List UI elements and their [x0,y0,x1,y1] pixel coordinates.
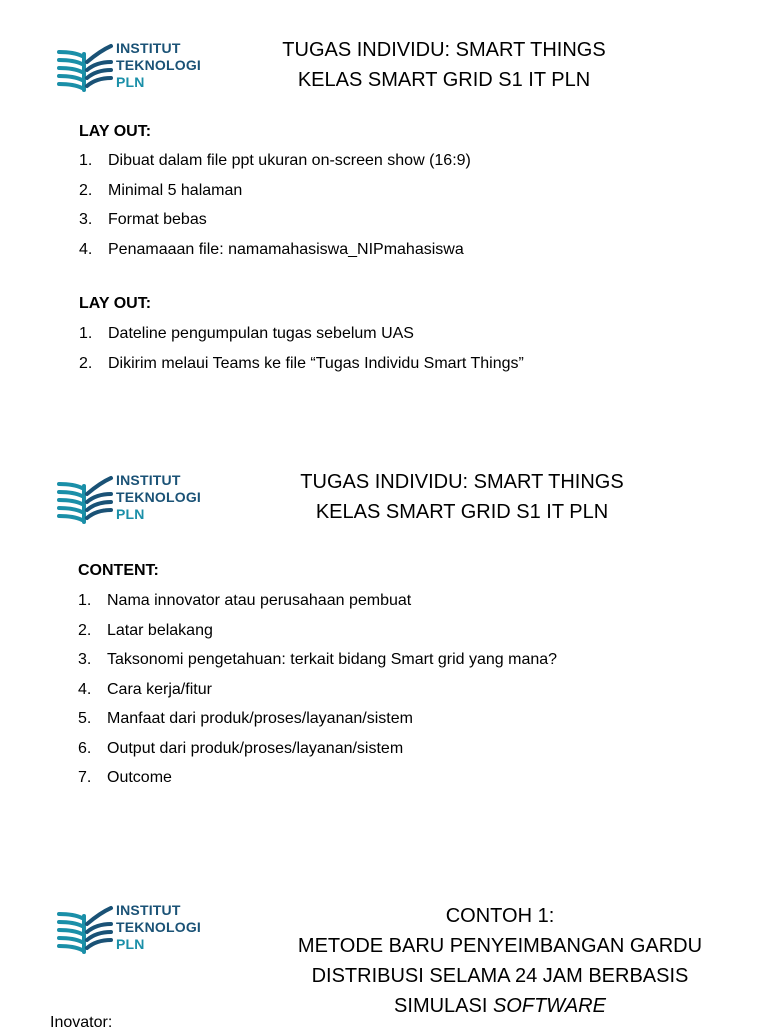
title-line [270,991,730,1021]
section-heading: LAY OUT: [79,295,152,312]
logo-line-institut: INSTITUT [116,40,181,56]
institute-logo [56,472,206,526]
title-italic-word: SOFTWARE [492,995,606,1017]
item-text: Penamaaan file: namamahasiswa_NIPmahasiswa [108,240,464,258]
slide-1 [0,0,768,380]
logo-line-teknologi: TEKNOLOGI [116,489,202,505]
slide-3 [0,860,768,1024]
item-text: Nama innovator atau perusahaan pembuat [107,592,412,609]
item-number: 1. [78,592,92,609]
logo-line-institut: INSTITUT [116,472,181,488]
slide-title [270,901,730,1021]
list-item [79,176,471,206]
item-text: Dikirim melaui Teams ke file “Tugas Individu Smart Things” [108,354,524,372]
list-item [79,205,471,235]
layout-list [79,146,471,264]
item-number: 3. [78,651,92,668]
item-text: Outcome [107,769,172,786]
item-text: Dibuat dalam file ppt ukuran on-screen show (16:9) [108,152,471,169]
title-line: TUGAS INDIVIDU: SMART THINGS [300,471,624,493]
list-item [78,704,557,734]
item-number: 5. [78,710,92,727]
title-line: CONTOH 1: [445,905,555,927]
title-line: TUGAS INDIVIDU: SMART THINGS [282,39,606,61]
list-item [78,763,557,793]
title-line: METODE BARU PENYEIMBANGAN GARDU [297,935,703,957]
item-number: 2. [78,621,92,639]
item-number: 1. [79,152,93,169]
list-item [79,235,471,265]
logo-wordmark [116,472,201,523]
institute-logo [56,902,206,956]
list-item [79,349,524,379]
item-text: Dateline pengumpulan tugas sebelum UAS [108,325,414,342]
item-text: Taksonomi pengetahuan: terkait bidang Smart grid yang mana? [107,651,558,668]
book-leaf-icon [56,472,114,526]
institute-logo [56,40,206,94]
logo-line-institut: INSTITUT [116,902,181,918]
item-number: 4. [79,240,93,258]
logo-wordmark [116,902,201,953]
logo-line-pln: PLN [116,506,145,522]
list-item [78,675,557,705]
item-number: 6. [78,739,92,757]
list-item [78,586,557,616]
section-heading: LAY OUT: [79,123,152,140]
submission-list [79,319,524,378]
item-number: 7. [78,769,92,786]
item-text: Minimal 5 halaman [108,181,243,199]
logo-wordmark [116,40,201,91]
list-item [78,645,557,675]
slide-title [258,467,666,527]
list-item [79,146,471,176]
slide-2 [0,430,768,800]
book-leaf-icon [56,902,114,956]
item-number: 2. [79,181,93,199]
title-line: KELAS SMART GRID S1 IT PLN [315,501,609,523]
list-item [79,319,524,349]
innovator-label: Inovator: [50,1014,113,1031]
logo-line-pln: PLN [116,936,145,952]
item-text: Latar belakang [107,621,213,639]
item-number: 2. [79,354,93,372]
item-number: 1. [79,325,93,342]
item-text: Cara kerja/fitur [107,680,212,698]
item-text: Manfaat dari produk/proses/layanan/sistem [107,710,413,727]
title-line: DISTRIBUSI SELAMA 24 JAM BERBASIS [311,965,689,987]
title-prefix: SIMULASI [394,995,493,1017]
content-list [78,586,557,793]
item-text: Format bebas [108,211,207,228]
logo-line-teknologi: TEKNOLOGI [116,57,202,73]
logo-line-pln: PLN [116,74,145,90]
item-number: 3. [79,211,93,228]
title-line: KELAS SMART GRID S1 IT PLN [297,69,591,91]
item-number: 4. [78,680,92,698]
item-text: Output dari produk/proses/layanan/sistem [107,739,404,757]
list-item [78,734,557,764]
list-item [78,616,557,646]
section-heading: CONTENT: [78,562,159,579]
book-leaf-icon [56,40,114,94]
logo-line-teknologi: TEKNOLOGI [116,919,202,935]
slide-title [240,35,648,95]
